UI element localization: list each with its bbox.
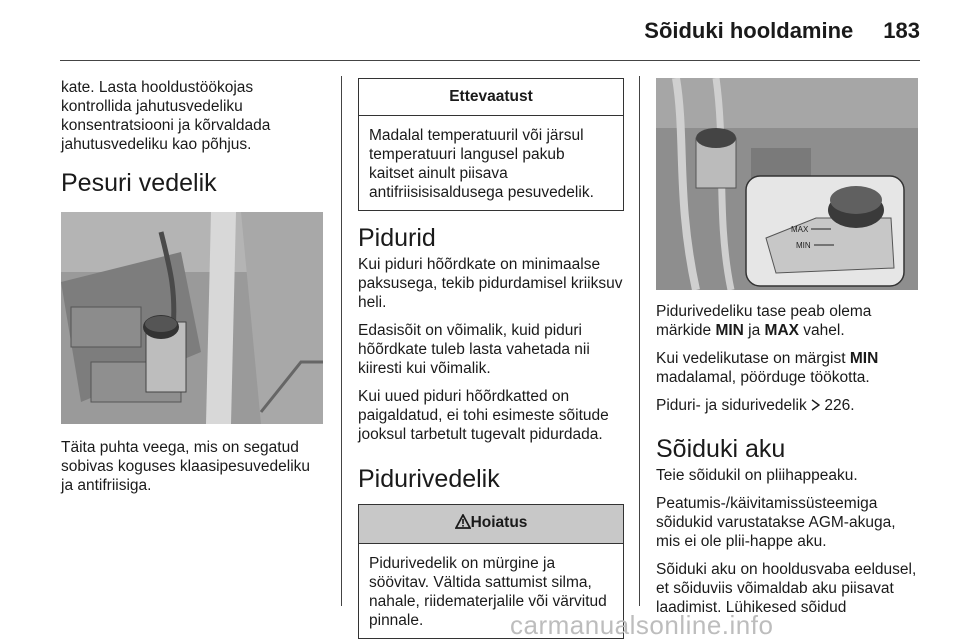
low-level-text-1: Kui vedelikutase on märgist	[656, 350, 850, 367]
level-text-2: ja	[743, 322, 765, 339]
column-1	[61, 78, 325, 504]
page-number: 183	[883, 18, 920, 43]
washer-reservoir-illustration	[61, 212, 323, 424]
reference-page: 226.	[820, 397, 855, 414]
header-rule	[60, 60, 920, 61]
section-title: Sõiduki hooldamine	[644, 18, 854, 43]
washer-fluid-caption: Täita puhta veega, mis on segatud sobivas koguses klaasipesuvedeliku ja antifriisiga.	[61, 439, 311, 494]
watermark: carmanualsonline.info	[510, 610, 774, 640]
column-3	[656, 78, 920, 626]
intro-paragraph: kate. Lasta hooldustöökojas kontrollida jahutusvedeliku konsentratsiooni ja kõrvaldada jahutusvedeliku kao põhjus.	[61, 79, 271, 153]
washer-fluid-heading: Pesuri vedelik	[61, 169, 217, 197]
caution-box	[358, 78, 624, 211]
reservoir-max-label: MAX	[791, 225, 809, 234]
caution-text: Madalal temperatuuril või järsul temperatuuri langusel pakub kaitset ainult piisava antifriisisisaldusega pesuvedelik.	[369, 127, 594, 201]
min-mark: MIN	[715, 322, 744, 339]
brakes-paragraph-2: Edasisõit on võimalik, kuid piduri hõõrdkate tuleb lasta vahetada nii kiiresti kui võimalik.	[358, 322, 590, 377]
low-level-paragraph	[656, 349, 920, 387]
caution-title: Ettevaatust	[359, 79, 623, 116]
column-divider-2	[639, 76, 640, 606]
brake-reservoir-illustration	[656, 78, 918, 290]
column-divider-1	[341, 76, 342, 606]
warning-title: Hoiatus	[470, 514, 528, 531]
min-mark-2: MIN	[849, 350, 879, 367]
battery-paragraph-2: Peatumis-/käivitamissüsteemiga sõidukid varustatakse AGM-akuga, mis ei ole plii-happe aku.	[656, 495, 896, 550]
low-level-text-2: madalamal, pöörduge töökotta.	[656, 369, 870, 386]
battery-paragraph-3: Sõiduki aku on hooldusvaba eeldusel, et sõiduviis võimaldab aku piisavat laadimist. Lühikesed sõidud	[656, 561, 917, 616]
brakes-paragraph-3: Kui uued piduri hõõrdkatted on paigaldatud, ei tohi esimeste sõitude jooksul tarbetult tugevalt pidurdada.	[358, 388, 609, 443]
reference-arrow-icon	[811, 397, 820, 416]
brakes-heading: Pidurid	[358, 224, 436, 252]
battery-paragraph-1: Teie sõidukil on pliihappeaku.	[656, 467, 858, 484]
page-header	[644, 18, 920, 50]
brake-fluid-reservoir-photo	[656, 78, 918, 290]
level-paragraph	[656, 302, 920, 340]
column-2	[358, 78, 624, 639]
brake-fluid-heading: Pidurivedelik	[358, 465, 500, 493]
reference-text: Piduri- ja sidurivedelik	[656, 397, 812, 414]
washer-fluid-photo	[61, 212, 323, 424]
max-mark: MAX	[764, 322, 799, 339]
battery-heading: Sõiduki aku	[656, 435, 786, 463]
warning-triangle-icon	[455, 514, 471, 534]
level-text-1: Pidurivedeliku tase peab olema märkide	[656, 303, 872, 339]
reservoir-min-label: MIN	[796, 241, 811, 250]
warning-header	[359, 505, 623, 544]
warning-text: Pidurivedelik on mürgine ja söövitav. Vältida sattumist silma, nahale, riidematerjalile või värvitud pinnale.	[369, 555, 607, 629]
level-text-3: vahel.	[799, 322, 845, 339]
brakes-paragraph-1: Kui piduri hõõrdkate on minimaalse paksusega, tekib pidurdamisel kriiksuv heli.	[358, 256, 623, 311]
fluid-reference-paragraph	[656, 396, 920, 416]
